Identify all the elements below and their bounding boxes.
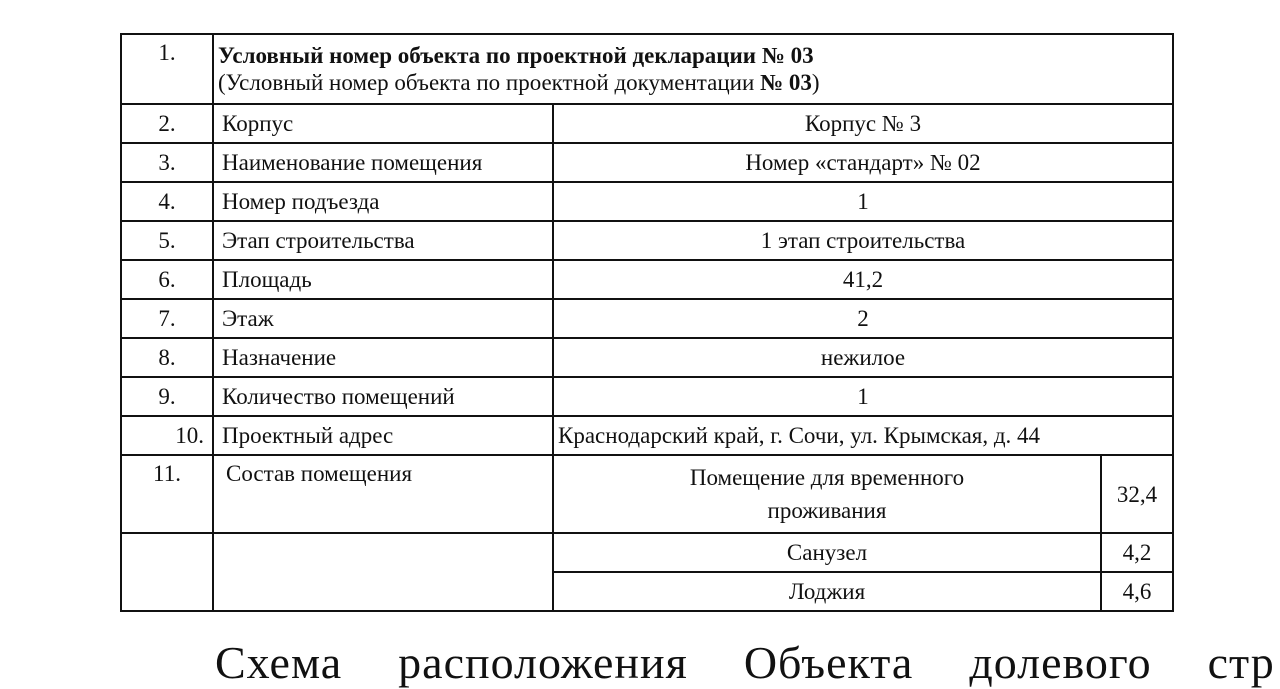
row-label: Количество помещений [213,377,553,416]
row-number: 1. [121,34,213,104]
row-number: 9. [121,377,213,416]
table-row-composition [121,455,1173,533]
table-row [121,221,1173,260]
row-number: 3. [121,143,213,182]
table-row [121,377,1173,416]
apartment-spec-table [120,33,1174,612]
scheme-heading-cropped [215,636,1280,689]
row-number: 10. [121,416,213,455]
row-label: Номер подъезда [213,182,553,221]
subtitle-close: ) [811,70,820,95]
table-row [121,143,1173,182]
table-row [121,299,1173,338]
empty-cell [121,533,213,611]
row-label: Этап строительства [213,221,553,260]
row-number: 8. [121,338,213,377]
row-number: 4. [121,182,213,221]
row-label: Назначение [213,338,553,377]
row-value: 1 [553,182,1173,221]
object-number-subtitle [218,69,1164,96]
row-number: 7. [121,299,213,338]
table-row [121,260,1173,299]
row-value: 41,2 [553,260,1173,299]
row-value: 2 [553,299,1173,338]
composition-item-name: Лоджия [553,572,1101,611]
row-number: 6. [121,260,213,299]
row-label: Проектный адрес [213,416,553,455]
object-number-header [213,34,1173,104]
footer-word: Схема [215,637,343,688]
composition-item-name: Санузел [553,533,1101,572]
row-label: Наименование помещения [213,143,553,182]
row-value: Краснодарский край, г. Сочи, ул. Крымская, д. 44 [553,416,1173,455]
footer-word: Объекта [743,637,914,688]
composition-item-name: Помещение для временного проживания [553,455,1101,533]
footer-word: стр [1207,637,1275,688]
row-number: 2. [121,104,213,143]
row-number: 5. [121,221,213,260]
table-row [121,182,1173,221]
row-value: Корпус № 3 [553,104,1173,143]
composition-item-area: 4,6 [1101,572,1173,611]
table-row [121,104,1173,143]
footer-word: расположения [398,637,688,688]
composition-item-area: 4,2 [1101,533,1173,572]
table-row [121,338,1173,377]
row-label: Корпус [213,104,553,143]
row-number: 11. [121,455,213,533]
row-value: 1 этап строительства [553,221,1173,260]
subtitle-number: № 03 [760,70,812,95]
table-row [121,416,1173,455]
row-value: Номер «стандарт» № 02 [553,143,1173,182]
table-row-header [121,34,1173,104]
row-label: Этаж [213,299,553,338]
row-value: 1 [553,377,1173,416]
footer-word: долевого [969,637,1152,688]
subtitle-text: (Условный номер объекта по проектной документации [218,70,761,95]
row-value: нежилое [553,338,1173,377]
apartment-spec-table-wrap [120,33,1172,612]
table-row [121,533,1173,572]
row-label: Состав помещения [213,455,553,533]
object-number-title: Условный номер объекта по проектной декларации № 03 [218,43,814,68]
composition-item-area: 32,4 [1101,455,1173,533]
row-label: Площадь [213,260,553,299]
empty-cell [213,533,553,611]
